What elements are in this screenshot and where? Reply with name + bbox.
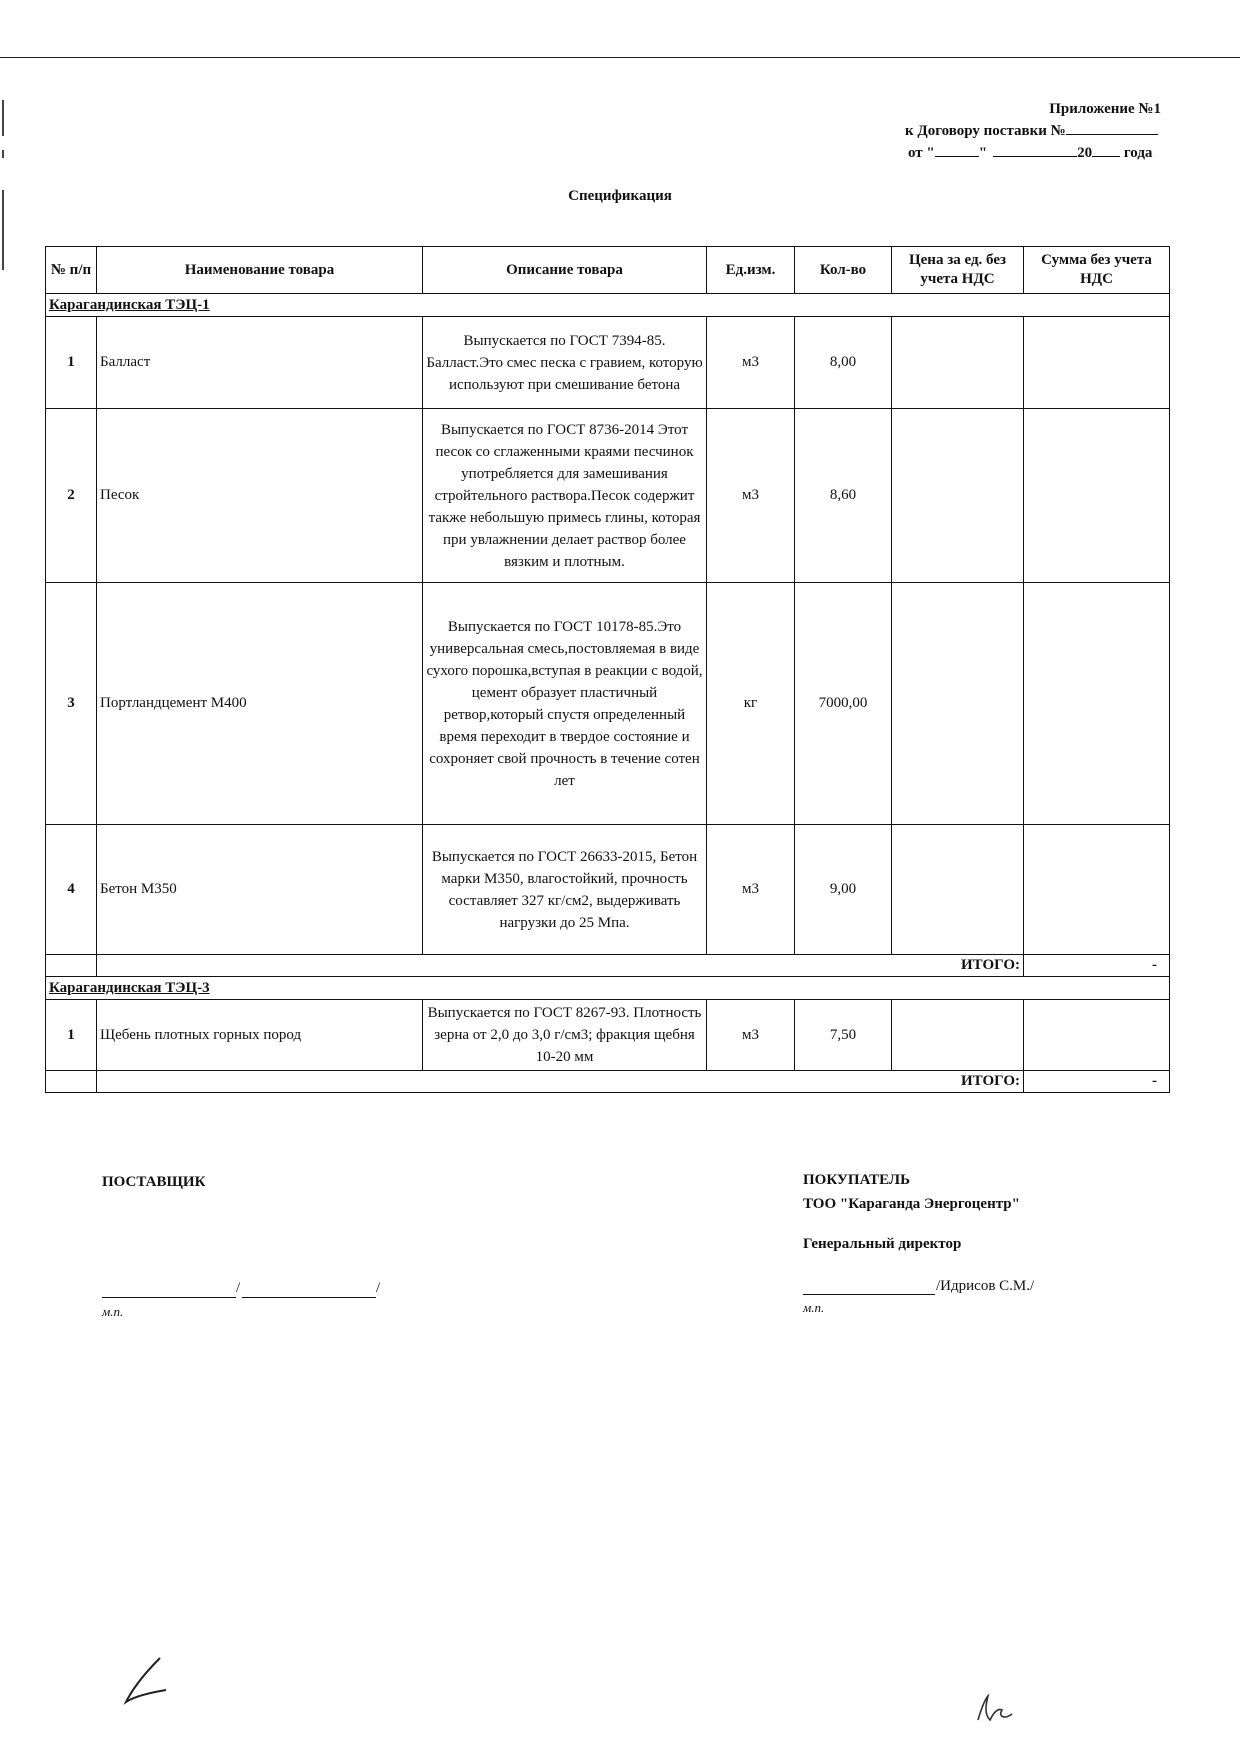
handwritten-initial-left [118, 1650, 178, 1710]
buyer-stamp-place: м.п. [803, 1300, 825, 1315]
buyer-company: ТОО "Караганда Энергоцентр" [803, 1196, 1020, 1212]
row-price [892, 1000, 1024, 1071]
row-num: 1 [46, 317, 97, 409]
year-blank [1092, 142, 1120, 157]
row-num: 4 [46, 825, 97, 955]
row-qty: 8,60 [795, 409, 892, 583]
document-title: Спецификация [568, 188, 672, 204]
contract-number-blank [1066, 120, 1158, 135]
row-name: Щебень плотных горных пород [97, 1000, 423, 1071]
row-num: 3 [46, 583, 97, 825]
table-row [46, 825, 1170, 955]
buyer-sign-line [803, 1294, 935, 1295]
row-num: 1 [46, 1000, 97, 1071]
contract-date-line [908, 142, 1152, 164]
supplier-label: ПОСТАВЩИК [102, 1174, 206, 1190]
row-desc: Выпускается по ГОСТ 10178-85.Это универсальная смесь,постовляемая в виде сухого порошка,вступая в реакции с водой, цемент образует пластичный ретвор,который спустя определенный время переходит в твердое состояние и сохроняет свой прочность в течение сотен лет [423, 583, 707, 825]
row-sum [1024, 583, 1170, 825]
row-sum [1024, 317, 1170, 409]
scan-margin-mark [2, 150, 4, 158]
table-row [46, 317, 1170, 409]
buyer-signer: /Идрисов С.М./ [936, 1278, 1035, 1294]
supplier-slash-1: / [236, 1280, 241, 1296]
column-header-desc: Описание товара [423, 247, 707, 294]
table-row [46, 1000, 1170, 1071]
column-header-unit: Ед.изм. [707, 247, 795, 294]
contract-prefix: к Договору поставки № [905, 123, 1066, 139]
row-qty: 7,50 [795, 1000, 892, 1071]
total-row [46, 1071, 1170, 1093]
year-prefix: 20 [1077, 145, 1093, 161]
column-header-name: Наименование товара [97, 247, 423, 294]
column-header-price: Цена за ед. без учета НДС [892, 247, 1024, 294]
date-mid: " [978, 145, 988, 161]
row-desc: Выпускается по ГОСТ 8267-93. Плотность зерна от 2,0 до 3,0 г/см3; фракция щебня 10-20 мм [423, 1000, 707, 1071]
total-row [46, 955, 1170, 977]
column-header-num: № п/п [46, 247, 97, 294]
row-unit: м3 [707, 825, 795, 955]
row-unit: м3 [707, 317, 795, 409]
row-price [892, 409, 1024, 583]
supplier-stamp-place: м.п. [102, 1304, 124, 1319]
column-header-qty: Кол-во [795, 247, 892, 294]
table-row [46, 583, 1170, 825]
buyer-position: Генеральный директор [803, 1236, 962, 1252]
row-desc: Выпускается по ГОСТ 26633-2015, Бетон марки М350, влагостойкий, прочность составляет 327 кг/см2, выдерживать нагрузки до 25 Мпа. [423, 825, 707, 955]
total-label: ИТОГО: [97, 1071, 1024, 1093]
table-row [46, 409, 1170, 583]
total-empty-cell [46, 1071, 97, 1093]
row-qty: 8,00 [795, 317, 892, 409]
supplier-name-line [242, 1297, 376, 1298]
row-desc: Выпускается по ГОСТ 7394-85. Балласт.Это смес песка с гравием, которую используют при смешивание бетона [423, 317, 707, 409]
row-unit: м3 [707, 1000, 795, 1071]
buyer-label: ПОКУПАТЕЛЬ [803, 1172, 911, 1188]
row-sum [1024, 825, 1170, 955]
scan-artifact-line [0, 57, 1240, 58]
row-name: Бетон М350 [97, 825, 423, 955]
row-price [892, 317, 1024, 409]
handwritten-initial-right [968, 1690, 1018, 1730]
total-value: - [1024, 1071, 1170, 1093]
supplier-slash-2: / [376, 1280, 381, 1296]
row-price [892, 583, 1024, 825]
row-qty: 7000,00 [795, 583, 892, 825]
row-qty: 9,00 [795, 825, 892, 955]
date-prefix: от " [908, 145, 935, 161]
total-empty-cell [46, 955, 97, 977]
row-num: 2 [46, 409, 97, 583]
total-value: - [1024, 955, 1170, 977]
row-sum [1024, 1000, 1170, 1071]
specification-table [45, 246, 1170, 1093]
row-name: Песок [97, 409, 423, 583]
day-blank [935, 142, 979, 157]
row-unit: кг [707, 583, 795, 825]
scan-margin-mark [2, 100, 4, 136]
section-row [46, 294, 1170, 317]
row-price [892, 825, 1024, 955]
section-name: Карагандинская ТЭЦ-1 [46, 294, 1170, 317]
appendix-label: Приложение №1 [1049, 101, 1161, 117]
row-name: Портландцемент М400 [97, 583, 423, 825]
row-sum [1024, 409, 1170, 583]
supplier-sign-line [102, 1297, 236, 1298]
total-label: ИТОГО: [97, 955, 1024, 977]
row-name: Балласт [97, 317, 423, 409]
table-header-row [46, 247, 1170, 294]
date-suffix: года [1123, 145, 1153, 161]
column-header-sum: Сумма без учета НДС [1024, 247, 1170, 294]
row-desc: Выпускается по ГОСТ 8736-2014 Этот песок со сглаженными краями песчинок употребляется для замешивания стройтельного раствора.Песок содержит также небольшую примесь глины, которая при увлажнении делает раствор более вязким и плотным. [423, 409, 707, 583]
section-name: Карагандинская ТЭЦ-3 [46, 977, 1170, 1000]
section-row [46, 977, 1170, 1000]
contract-number-line [905, 120, 1158, 142]
row-unit: м3 [707, 409, 795, 583]
month-blank [993, 142, 1077, 157]
